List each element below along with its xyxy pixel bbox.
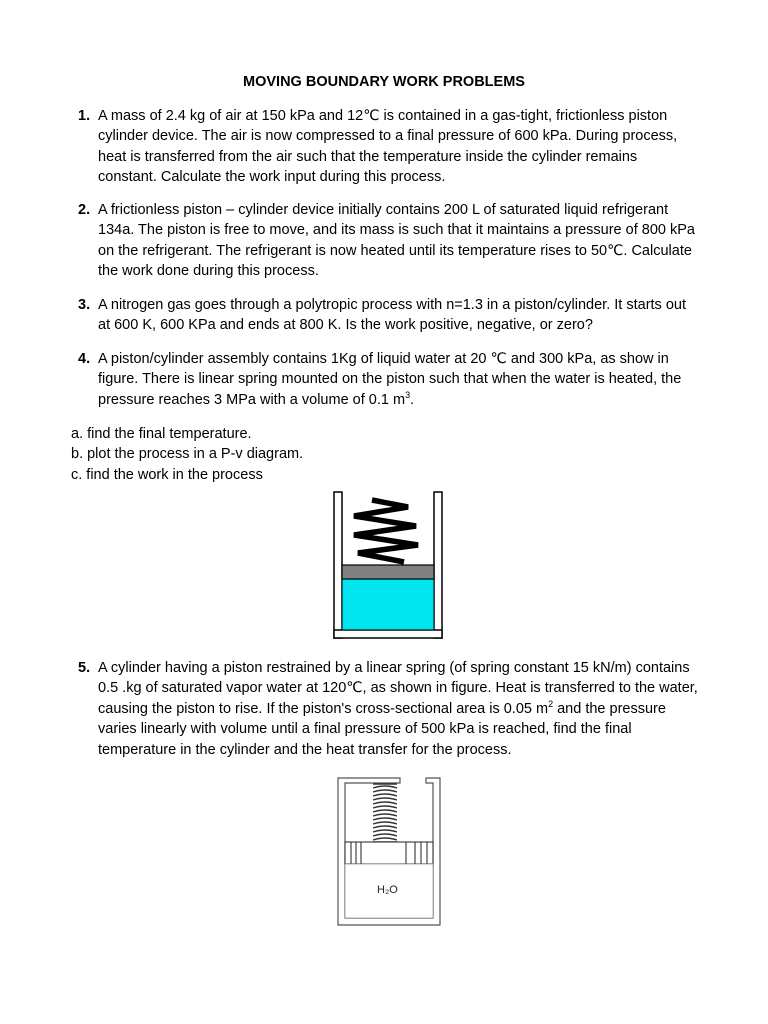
- problem-number: 4.: [78, 351, 91, 367]
- water-region: [342, 579, 434, 630]
- cylinder-wall-bottom: [334, 630, 442, 638]
- problem-text: A nitrogen gas goes through a polytropic process with n=1.3 in a piston/cylinder. It starts out at 600 K, 600 KPa and ends at 800 K. Is the work positive, negative, or zero?: [98, 297, 686, 334]
- problem-text: [98, 349, 698, 410]
- problem-5: [78, 658, 698, 760]
- piston-block: [345, 842, 433, 864]
- problem-text-a: A cylinder having a piston restrained by a linear spring (of spring constant 15 kN/m) contains 0.5 .kg of saturated vapor water at 120℃, as shown in figure. Heat is transferred to the water, causing the piston to rise. If the piston's cross-sectional area is 0.05 m: [98, 660, 698, 717]
- problem-3: [78, 295, 698, 336]
- superscript: 2: [548, 698, 554, 709]
- sub-item-b: b. plot the process in a P-v diagram.: [71, 446, 304, 463]
- problem-number: 2.: [78, 202, 91, 218]
- problem-text-main: A piston/cylinder assembly contains 1Kg of liquid water at 20 ℃ and 300 kPa, as show in figure. There is linear spring mounted on the piston such that when the water is heated, the pressure reaches 3 MPa with a volume of 0.1 m: [98, 351, 682, 408]
- problem-number: 5.: [78, 660, 91, 676]
- problem-text: A mass of 2.4 kg of air at 150 kPa and 12℃ is contained in a gas-tight, frictionless piston cylinder device. The air is now compressed to a final pressure of 600 kPa. During process, heat is transferred from the air such that the temperature inside the cylinder remains constant. Calculate the work input during this process.: [98, 108, 678, 186]
- h2o-label: H₂O: [377, 884, 398, 896]
- problem-text-end: .: [410, 391, 415, 408]
- sub-item-list: [71, 424, 471, 485]
- cylinder-wall-right: [434, 492, 442, 638]
- problem-2: [78, 200, 698, 282]
- problem-4: [78, 349, 698, 410]
- problem-text-b: and the pressure varies linearly with volume until a final pressure of 500 kPa is reached, find the final temperature in the cylinder and the heat transfer for the process.: [98, 700, 666, 758]
- piston-cylinder-figure: [332, 490, 444, 640]
- coil-spring: [373, 784, 397, 842]
- problem-text: [98, 658, 698, 760]
- problem-1: [78, 106, 698, 188]
- sub-item-a: a. find the final temperature.: [71, 426, 252, 442]
- cylinder-wall-left: [334, 492, 342, 638]
- spring: [354, 500, 418, 562]
- page-title: MOVING BOUNDARY WORK PROBLEMS: [243, 74, 525, 90]
- sub-item-c: c. find the work in the process: [71, 466, 263, 483]
- problem-number: 3.: [78, 297, 91, 313]
- problem-text: A frictionless piston – cylinder device initially contains 200 L of saturated liquid refrigerant 134a. The piston is free to move, and its mass is such that it maintains a pressure of 800 kPa on the refrigerant. The refrigerant is now heated until its temperature rises to 50℃. Calculate the work done during this process.: [98, 202, 695, 280]
- spring-piston-figure: [337, 775, 443, 927]
- piston: [342, 565, 434, 579]
- problem-number: 1.: [78, 108, 91, 124]
- superscript: 3: [405, 389, 411, 400]
